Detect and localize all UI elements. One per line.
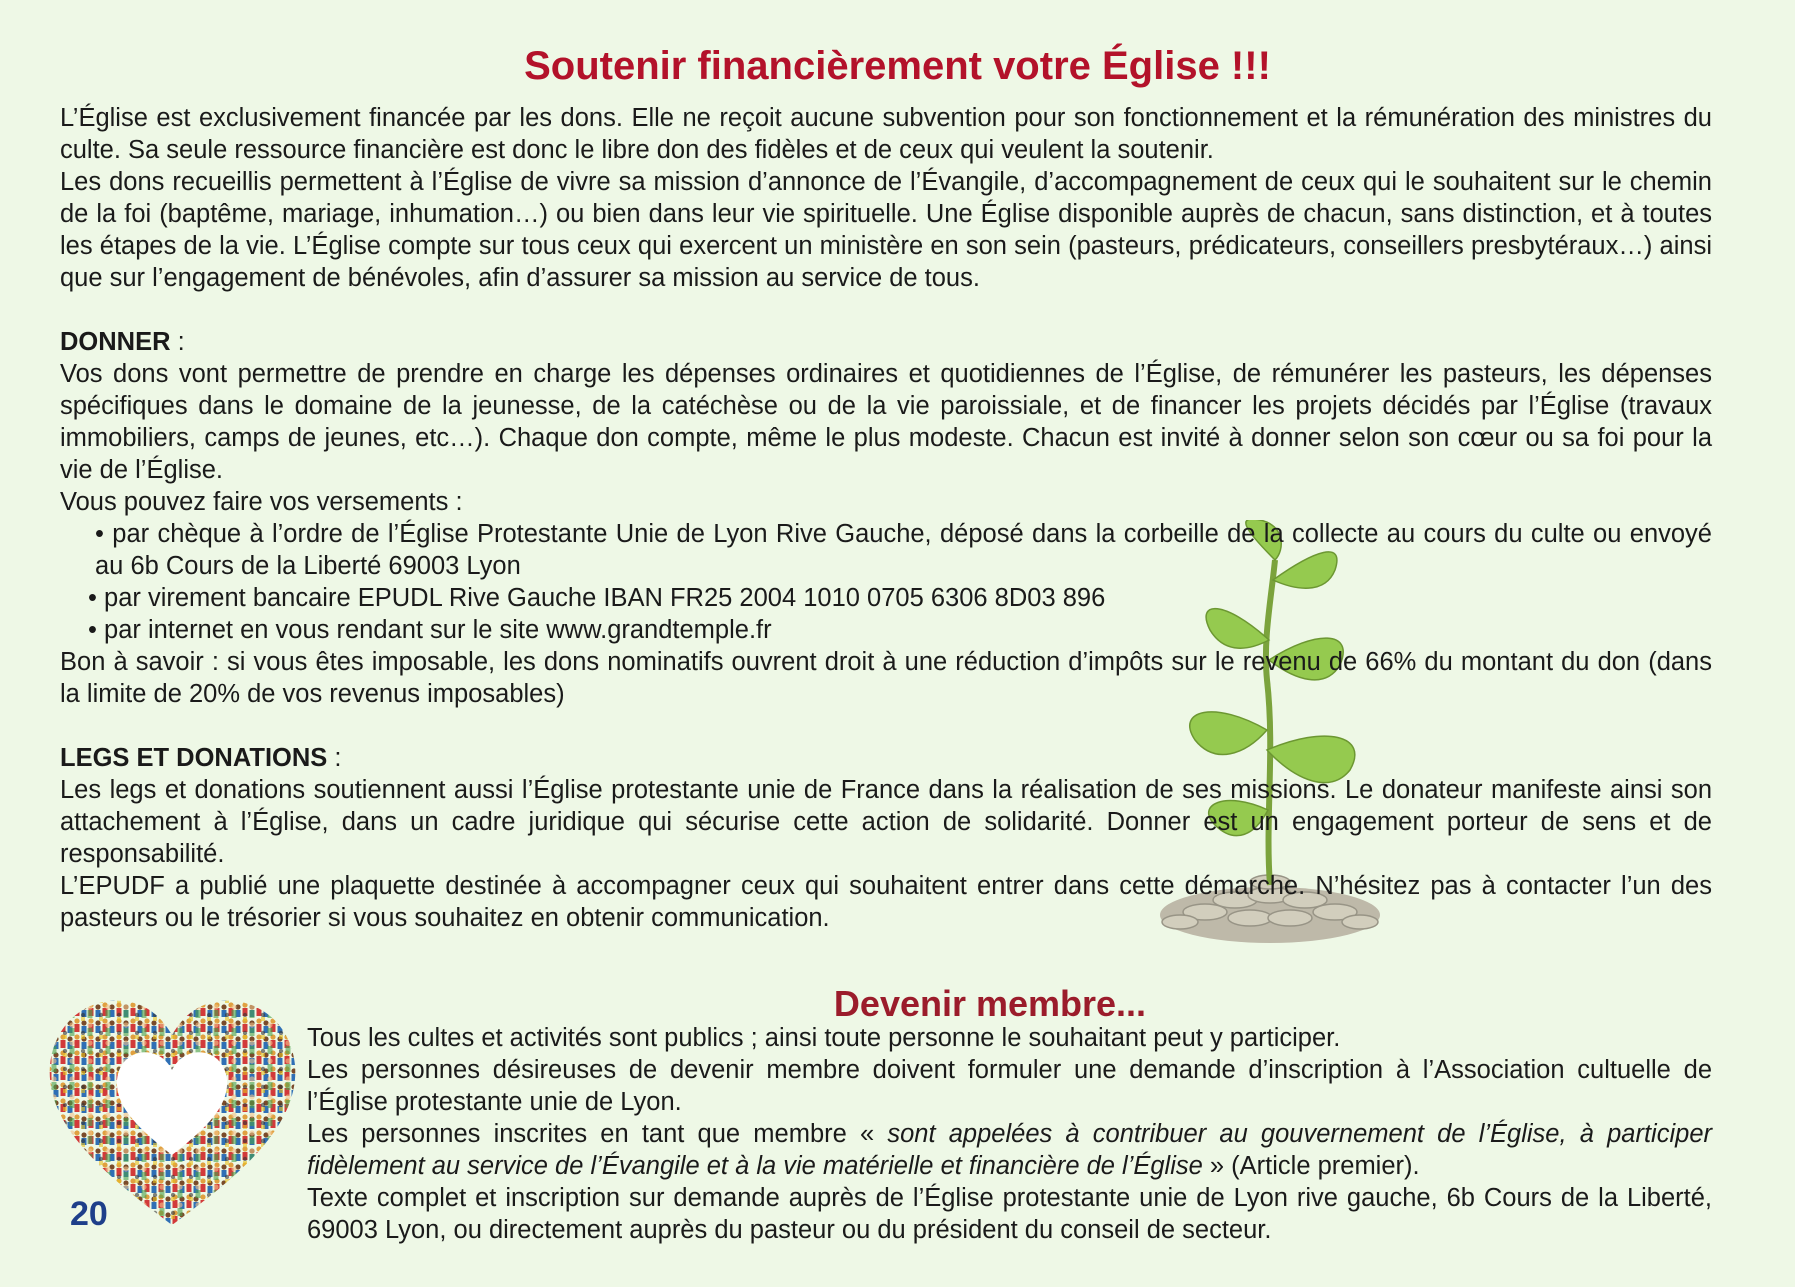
membre-paragraph-2: Les personnes désireuses de devenir membre doivent formuler une demande d’inscription à l’Association cultuelle de l’Église protestante unie de Lyon. xyxy=(307,1056,1712,1116)
spacer xyxy=(60,710,1712,742)
intro-paragraph-1: L’Église est exclusivement financée par les dons. Elle ne reçoit aucune subvention pour son fonctionnement et la rémunération des ministres du culte. Sa seule ressource financière est donc le libre don des fidèles et de ceux qui veulent la soutenir. xyxy=(60,104,1712,164)
donner-bullet-cheque: • par chèque à l’ordre de l’Église Protestante Unie de Lyon Rive Gauche, déposé dans la corbeille de la collecte au cours du culte ou envoyé au 6b Cours de la Liberté 69003 Lyon xyxy=(95,520,1712,580)
donner-bullet-internet: • par internet en vous rendant sur le site www.grandtemple.fr xyxy=(88,616,772,644)
membre-p3-end: » (Article premier). xyxy=(1202,1152,1420,1180)
spacer xyxy=(60,294,1712,326)
membre-p3-start: Les personnes inscrites en tant que membre « xyxy=(307,1120,888,1148)
page-title: Soutenir financièrement votre Église !!! xyxy=(524,44,1271,88)
donner-heading-colon: : xyxy=(170,328,185,356)
page-number: 20 xyxy=(70,1195,108,1233)
membre-paragraph-3 xyxy=(307,1118,1712,1182)
main-text xyxy=(60,102,1712,934)
legs-heading-line xyxy=(60,742,1712,774)
donner-paragraph-3: Bon à savoir : si vous êtes imposable, les dons nominatifs ouvrent droit à une réduction d’impôts sur le revenu de 66% du montant du don (dans la limite de 20% de vos revenus imposables) xyxy=(60,648,1712,708)
intro-paragraph-2: Les dons recueillis permettent à l’Église de vivre sa mission d’annonce de l’Évangile, d’accompagnement de ceux qui le souhaitent sur le chemin de la foi (baptême, mariage, inhumation…) ou bien dans leur vie spirituelle. Une Église disponible auprès de chacun, sans distinction, et à toutes les étapes de la vie. L’Église compte sur tous ceux qui exercent un ministère en son sein (pasteurs, prédicateurs, conseillers presbytéraux…) ainsi que sur l’engagement de bénévoles, afin d’assurer sa mission au service de tous. xyxy=(60,168,1712,292)
donner-heading: DONNER xyxy=(60,328,171,356)
legs-heading: LEGS ET DONATIONS xyxy=(60,744,328,772)
membre-p3-quote: sont appelées à contribuer au gouvernement de l’Église, à participer fidèlement au service de l’Évangile et à la vie matérielle et financière de l’Église xyxy=(307,1120,1712,1180)
donner-paragraph-2: Vous pouvez faire vos versements : xyxy=(60,488,463,516)
donner-heading-line xyxy=(60,326,1712,358)
membre-text xyxy=(307,1022,1712,1246)
donner-bullet-virement: • par virement bancaire EPUDL Rive Gauche IBAN FR25 2004 1010 0705 6306 8D03 896 xyxy=(88,584,1106,612)
membre-paragraph-4: Texte complet et inscription sur demande auprès de l’Église protestante unie de Lyon rive gauche, 6b Cours de la Liberté, 69003 Lyon, ou directement auprès du pasteur ou du président du conseil de secteur. xyxy=(307,1184,1712,1244)
membre-paragraph-1: Tous les cultes et activités sont publics ; ainsi toute personne le souhaitant peut y participer. xyxy=(307,1024,1341,1052)
donner-paragraph-1: Vos dons vont permettre de prendre en charge les dépenses ordinaires et quotidiennes de l’Église, de rémunérer les pasteurs, les dépenses spécifiques dans le domaine de la jeunesse, de la catéchèse ou de la vie paroissiale, et de financer les projets décidés par l’Église (travaux immobiliers, camps de jeunes, etc…). Chaque don compte, même le plus modeste. Chacun est invité à donner selon son cœur ou sa foi pour la vie de l’Église. xyxy=(60,360,1712,484)
legs-paragraph-1: Les legs et donations soutiennent aussi l’Église protestante unie de France dans la réalisation de ses missions. Le donateur manifeste ainsi son attachement à l’Église, dans un cadre juridique qui sécurise cette action de solidarité. Donner est un engagement porteur de sens et de responsabilité. xyxy=(60,776,1712,868)
membre-title: Devenir membre... xyxy=(833,983,1147,1024)
legs-heading-colon: : xyxy=(327,744,342,772)
legs-paragraph-2: L’EPUDF a publié une plaquette destinée à accompagner ceux qui souhaitent entrer dans cette démarche. N’hésitez pas à contacter l’un des pasteurs ou le trésorier si vous souhaitez en obtenir communication. xyxy=(60,872,1712,932)
